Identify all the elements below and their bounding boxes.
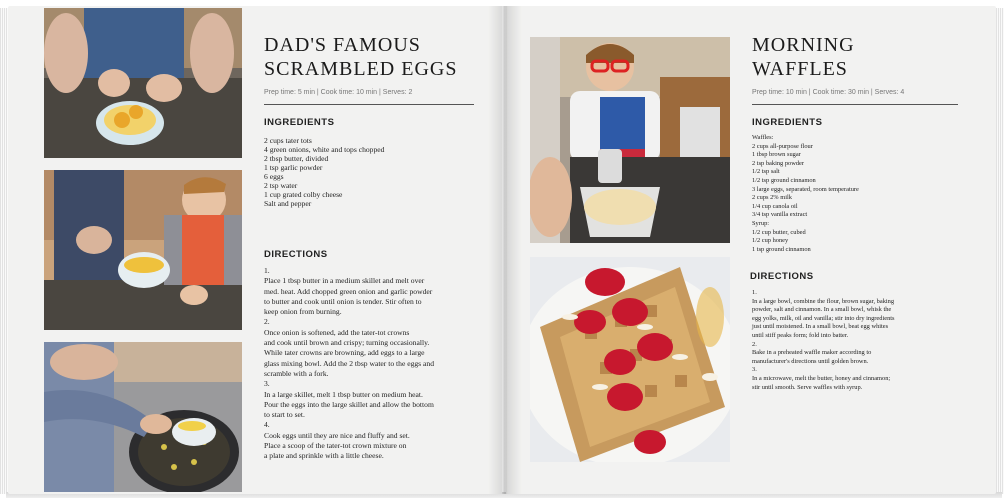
list-item: egg yolks, milk, oil and vanilla; stir into dry ingredients xyxy=(752,314,895,322)
list-item: 3. xyxy=(264,379,270,389)
list-item: Cook eggs until they are nice and fluffy and set. xyxy=(264,430,410,440)
list-item: powder, salt and cinnamon. In a small bowl, whisk the xyxy=(752,306,892,314)
list-item: 1/4 cup canola oil xyxy=(752,202,798,210)
list-item: In a large skillet, melt 1 tbsp butter on medium heat. xyxy=(264,389,423,399)
list-item: 4. xyxy=(264,420,270,430)
list-item: 1 tsp ground cinnamon xyxy=(752,245,811,253)
list-item: glass mixing bowl. Add the 2 tbsp water to the eggs and xyxy=(264,358,434,368)
list-item: 1 tbsp brown sugar xyxy=(752,151,801,159)
recipe-title-line: DAD'S FAMOUS xyxy=(264,34,421,56)
recipe-meta: Prep time: 5 min | Cook time: 10 min | Serves: 2 xyxy=(264,89,413,96)
list-item: 2 cups tater tots xyxy=(264,136,312,145)
list-item: scramble with a fork. xyxy=(264,368,329,378)
list-item: 2 tsp water xyxy=(264,181,298,190)
directions-list xyxy=(752,289,895,392)
recipe-morning-waffles xyxy=(750,33,958,391)
list-item: 1. xyxy=(264,266,270,275)
recipe-title-line: SCRAMBLED EGGS xyxy=(264,58,458,80)
list-item: Pour the eggs into the large skillet and allow the bottom xyxy=(264,399,434,409)
list-item: a plate and sprinkle with a little cheese. xyxy=(264,451,384,461)
list-item: to start to set. xyxy=(264,410,305,420)
recipe-scrambled-eggs xyxy=(264,33,474,461)
right-page-edges xyxy=(996,8,1004,494)
list-item: keep onion from burning. xyxy=(264,307,342,317)
list-item: and cook until brown and crispy; turning occasionally. xyxy=(264,338,430,348)
photo-waffle-with-strawberries xyxy=(530,257,730,462)
list-item: 3 large eggs, separated, room temperature xyxy=(752,185,859,193)
list-item: Once onion is softened, add the tater-tot crowns xyxy=(264,327,410,337)
recipe-title-line: MORNING xyxy=(752,34,855,56)
recipe-title xyxy=(752,33,958,81)
left-page-edges xyxy=(0,8,8,494)
list-item: manufacturer's directions until golden brown. xyxy=(752,357,869,365)
photo-child-cracking-eggs xyxy=(44,8,242,158)
ingredients-heading: INGREDIENTS xyxy=(752,117,823,128)
directions-list xyxy=(264,266,434,462)
photo-child-pouring-batter xyxy=(530,37,730,243)
list-item: 1/2 tsp ground cinnamon xyxy=(752,176,816,184)
list-item: Salt and pepper xyxy=(264,199,312,208)
directions-heading: DIRECTIONS xyxy=(264,249,328,260)
list-item: 1. xyxy=(752,289,757,296)
divider xyxy=(264,104,474,105)
list-item: 3/4 tsp vanilla extract xyxy=(752,211,808,219)
directions-heading: DIRECTIONS xyxy=(750,271,814,282)
list-item: Waffles: xyxy=(752,134,774,141)
list-item: Syrup: xyxy=(752,219,770,227)
list-item: 1/2 cup honey xyxy=(752,237,789,245)
list-item: until stiff peaks form; fold into batter. xyxy=(752,331,849,339)
divider xyxy=(752,104,958,105)
list-item: 1/2 tsp salt xyxy=(752,168,780,176)
list-item: Place 1 tbsp butter in a medium skillet and melt over xyxy=(264,276,425,286)
list-item: 3. xyxy=(752,366,757,374)
list-item: 1 tsp garlic powder xyxy=(264,163,323,172)
list-item: 4 green onions, white and tops chopped xyxy=(264,145,385,154)
list-item: In a microwave, melt the butter, honey and cinnamon; xyxy=(752,374,891,382)
recipe-title xyxy=(264,33,474,81)
list-item: 2 tbsp butter, divided xyxy=(264,154,329,163)
list-item: 2. xyxy=(264,317,270,327)
list-item: just until moistened. In a small bowl, beat egg whites xyxy=(752,323,889,331)
list-item: Place a scoop of the tater-tot crown mixture on xyxy=(264,441,407,451)
list-item: 1 cup grated colby cheese xyxy=(264,190,343,199)
photo-child-whisking-bowl xyxy=(44,170,242,330)
list-item: 2. xyxy=(752,340,757,348)
list-item: In a large bowl, combine the flour, brown sugar, baking xyxy=(752,297,895,305)
list-item: 1/2 cup butter, cubed xyxy=(752,228,806,236)
list-item: 2 tsp baking powder xyxy=(752,159,805,167)
list-item: stir until smooth. Serve waffles with syrup. xyxy=(752,383,863,391)
recipe-meta: Prep time: 10 min | Cook time: 30 min | Serves: 4 xyxy=(752,89,905,96)
list-item: 6 eggs xyxy=(264,172,284,181)
ingredients-list xyxy=(752,134,958,254)
list-item: While tater crowns are browning, add eggs to a large xyxy=(264,348,425,358)
photo-cooking-in-skillet xyxy=(44,342,242,492)
list-item: 2 cups all-purpose flour xyxy=(752,142,813,150)
ingredients-heading: INGREDIENTS xyxy=(264,117,335,128)
recipe-title-line: WAFFLES xyxy=(752,58,848,80)
list-item: to butter and cook until onion is tender. Stir often to xyxy=(264,296,422,306)
book-gutter-shadow xyxy=(488,6,522,494)
ingredients-list xyxy=(264,136,474,208)
list-item: Bake in a preheated waffle maker according to xyxy=(752,349,872,357)
list-item: 2 cups 2% milk xyxy=(752,194,792,202)
list-item: med. heat. Add chopped green onion and garlic powder xyxy=(264,286,433,296)
